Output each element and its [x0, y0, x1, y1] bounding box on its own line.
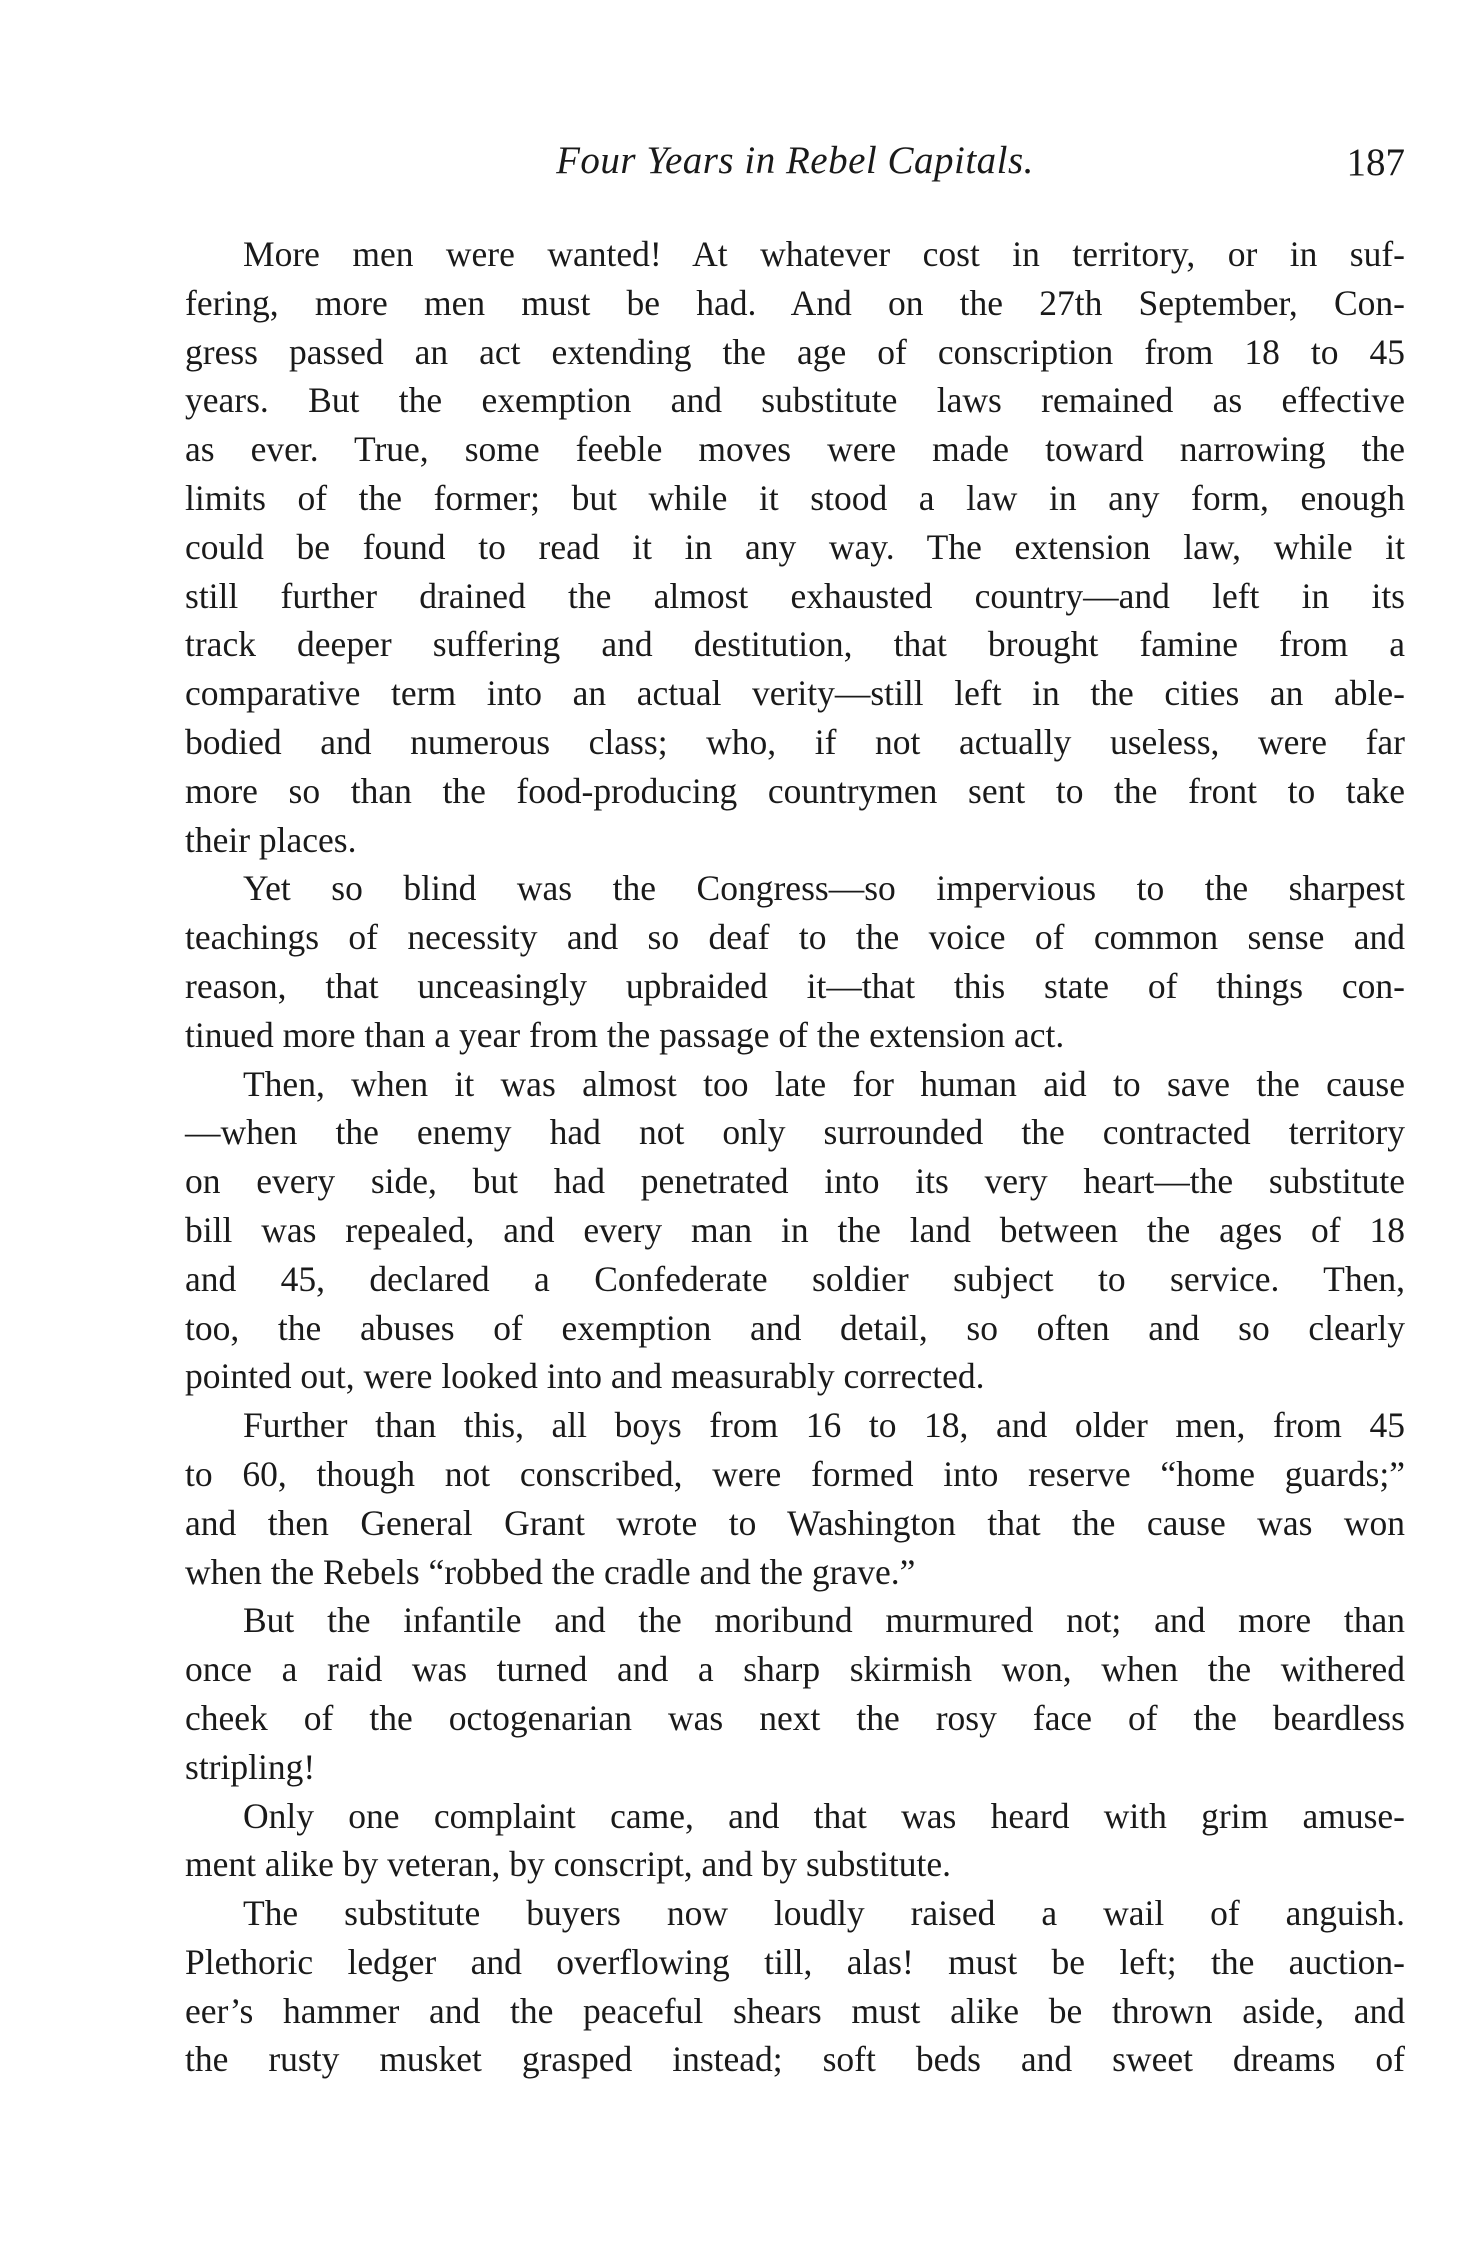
running-title: Four Years in Rebel Capitals. [556, 139, 1034, 182]
paragraph-5 [185, 1596, 1405, 1791]
text-line: and 45, declared a Confederate soldier subject to service. Then, [185, 1258, 1405, 1299]
text-line: comparative term into an actual verity—still left in the cities an able- [185, 673, 1405, 714]
text-line: more so than the food-producing countrymen sent to the front to take [185, 770, 1405, 811]
text-line: Further than this, all boys from 16 to 18, and older men, from 45 [243, 1405, 1405, 1446]
text-line: gress passed an act extending the age of conscription from 18 to 45 [185, 331, 1405, 372]
text-line: But the infantile and the moribund murmured not; and more than [243, 1600, 1405, 1641]
text-line: Yet so blind was the Congress—so impervious to the sharpest [243, 868, 1405, 909]
text-line: cheek of the octogenarian was next the rosy face of the beardless [185, 1697, 1405, 1738]
text-line: and then General Grant wrote to Washington that the cause was won [185, 1502, 1405, 1543]
paragraph-7 [185, 1889, 1405, 2084]
text-line: years. But the exemption and substitute laws remained as effective [185, 380, 1405, 421]
text-line: on every side, but had penetrated into its very heart—the substitute [185, 1161, 1405, 1202]
text-line: Only one complaint came, and that was heard with grim amuse- [243, 1795, 1405, 1836]
text-line: when the Rebels “robbed the cradle and the grave.” [185, 1551, 916, 1592]
page-number: 187 [1346, 141, 1405, 184]
paragraph-1 [185, 230, 1405, 864]
paragraph-3 [185, 1060, 1405, 1402]
text-line: could be found to read it in any way. The extension law, while it [185, 526, 1405, 567]
text-line: —when the enemy had not only surrounded the contracted territory [185, 1112, 1405, 1153]
text-line: too, the abuses of exemption and detail, so often and so clearly [185, 1307, 1405, 1348]
text-line: bill was repealed, and every man in the land between the ages of 18 [185, 1209, 1405, 1250]
text-line: fering, more men must be had. And on the 27th September, Con- [185, 282, 1405, 323]
text-line: pointed out, were looked into and measurably corrected. [185, 1356, 985, 1397]
text-line: once a raid was turned and a sharp skirmish won, when the withered [185, 1649, 1405, 1690]
paragraph-6 [185, 1792, 1405, 1890]
text-line: track deeper suffering and destitution, that brought famine from a [185, 624, 1405, 665]
text-line: tinued more than a year from the passage of the extension act. [185, 1014, 1065, 1055]
paragraph-4 [185, 1401, 1405, 1596]
text-line: reason, that unceasingly upbraided it—that this state of things con- [185, 965, 1405, 1006]
text-line: the rusty musket grasped instead; soft beds and sweet dreams of [185, 2039, 1405, 2080]
text-line: bodied and numerous class; who, if not actually useless, were far [185, 721, 1405, 762]
text-line: Then, when it was almost too late for human aid to save the cause [243, 1063, 1405, 1104]
text-line: limits of the former; but while it stood a law in any form, enough [185, 477, 1405, 518]
text-line: More men were wanted! At whatever cost in territory, or in suf- [243, 234, 1405, 274]
text-line: as ever. True, some feeble moves were made toward narrowing the [185, 429, 1405, 470]
text-line: eer’s hammer and the peaceful shears must alike be thrown aside, and [185, 1990, 1405, 2031]
text-line: teachings of necessity and so deaf to the voice of common sense and [185, 917, 1405, 958]
text-body [185, 230, 1405, 2084]
text-line: to 60, though not conscribed, were formed into reserve “home guards;” [185, 1453, 1405, 1494]
paragraph-2 [185, 864, 1405, 1059]
text-line: still further drained the almost exhausted country—and left in its [185, 575, 1405, 616]
text-line: Plethoric ledger and overflowing till, alas! must be left; the auction- [185, 1941, 1405, 1982]
running-head [185, 138, 1405, 198]
text-line: The substitute buyers now loudly raised a wail of anguish. [243, 1893, 1405, 1934]
text-line: their places. [185, 819, 357, 860]
text-line: ment alike by veteran, by conscript, and by substitute. [185, 1844, 952, 1885]
text-line: stripling! [185, 1746, 316, 1787]
